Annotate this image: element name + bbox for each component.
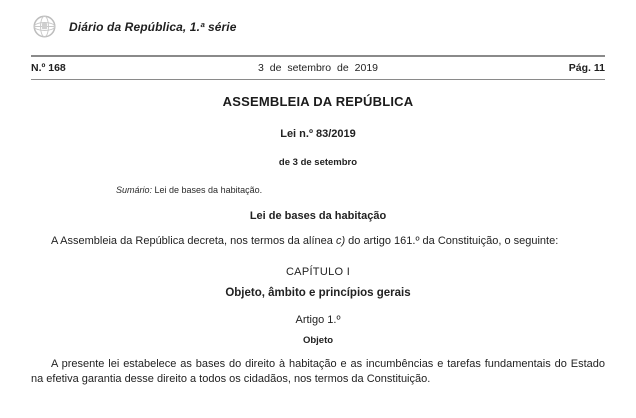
article-title-heading: Objeto <box>302 334 334 346</box>
article-number-heading: Artigo 1.º <box>295 313 341 326</box>
summary-line <box>116 185 605 195</box>
preamble-paragraph <box>31 234 605 250</box>
document-body <box>31 94 605 388</box>
institution-heading: ASSEMBLEIA DA REPÚBLICA <box>222 94 414 109</box>
law-number-heading: Lei n.º 83/2019 <box>280 128 356 140</box>
summary-label: Sumário: <box>116 185 153 195</box>
masthead <box>0 0 636 38</box>
law-title-heading: Lei de bases da habitação <box>249 210 387 222</box>
issue-header-row <box>31 57 605 79</box>
preamble-part1: A Assembleia da República decreta, nos termos da alínea <box>51 235 336 247</box>
article-body-paragraph: A presente lei estabelece as bases do direito à habitação e as incumbências e tarefas fundamentais do Estado na efetiva garantia desse direito a todos os cidadãos, nos termos da Constituição. <box>31 357 605 385</box>
header-rule <box>31 79 605 80</box>
summary-text: Lei de bases da habitação. <box>152 185 263 195</box>
page-number: Pág. 11 <box>568 62 605 74</box>
armillary-sphere-logo <box>33 15 56 38</box>
issue-number: N.º 168 <box>31 62 66 74</box>
issue-date: 3 de setembro de 2019 <box>258 62 378 74</box>
chapter-title-heading: Objeto, âmbito e princípios gerais <box>225 286 411 299</box>
chapter-number-heading: CAPÍTULO I <box>285 265 351 278</box>
preamble-italic: c) <box>335 235 346 247</box>
law-date-heading: de 3 de setembro <box>278 157 358 168</box>
masthead-title: Diário da República, 1.ª série <box>69 19 237 34</box>
preamble-part2: do artigo 161.º da Constituição, o seguinte: <box>345 235 559 247</box>
